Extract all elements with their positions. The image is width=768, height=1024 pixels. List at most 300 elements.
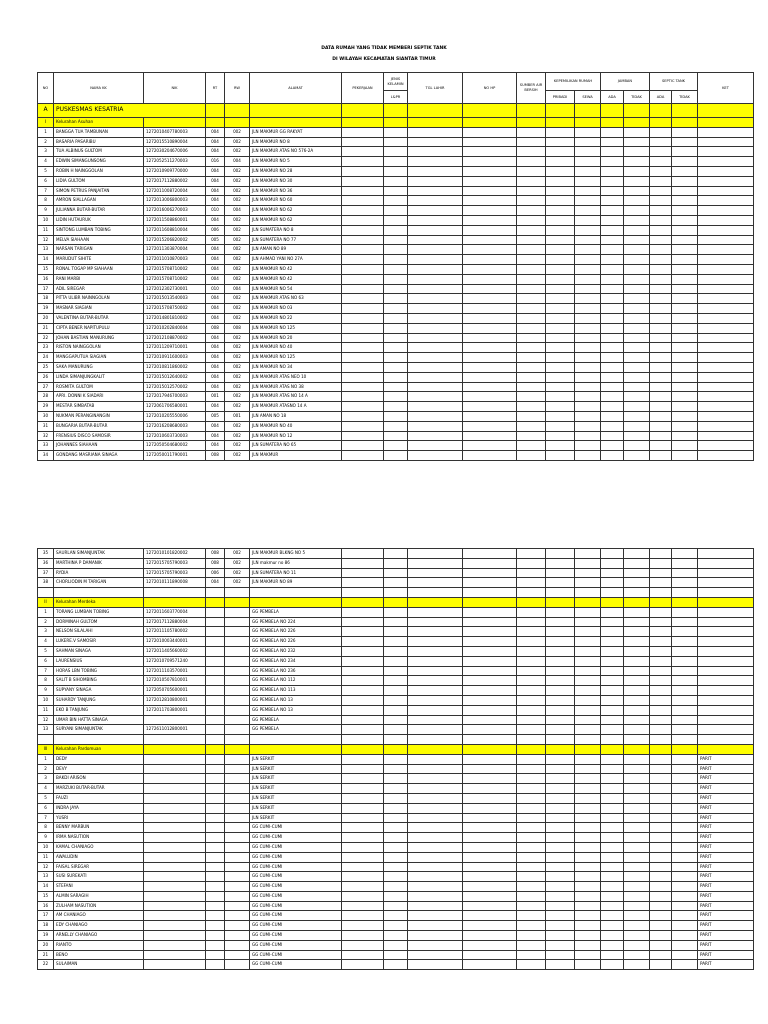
- row-number: 12: [38, 235, 54, 245]
- empty-cell: [650, 646, 672, 656]
- row-name: SAHMAN SINAGA: [54, 646, 144, 656]
- empty-cell: [517, 872, 546, 882]
- row-number: 12: [38, 715, 54, 725]
- empty-cell: [601, 245, 624, 255]
- row-number: 10: [38, 842, 54, 852]
- empty-cell: [463, 157, 517, 167]
- empty-cell: [225, 950, 250, 960]
- row-rw: 002: [225, 264, 250, 274]
- empty-cell: [225, 793, 250, 803]
- empty-cell: [517, 441, 546, 451]
- empty-cell: [672, 166, 698, 176]
- empty-cell: [546, 823, 575, 833]
- empty-cell: [650, 304, 672, 314]
- row-number: 2: [38, 137, 54, 147]
- empty-cell: [624, 284, 650, 294]
- table-row: [38, 137, 754, 147]
- row-rw: 002: [225, 245, 250, 255]
- empty-cell: [408, 744, 463, 754]
- table-row: [38, 147, 754, 157]
- empty-cell: [342, 764, 384, 774]
- empty-cell: [408, 725, 463, 735]
- row-number: 8: [38, 196, 54, 206]
- empty-cell: [517, 157, 546, 167]
- empty-cell: [601, 147, 624, 157]
- empty-cell: [384, 206, 408, 216]
- empty-cell: [624, 676, 650, 686]
- table-row: [38, 304, 754, 314]
- empty-cell: [601, 617, 624, 627]
- row-rw: 002: [225, 274, 250, 284]
- empty-cell: [650, 862, 672, 872]
- row-address: JLN SERKIT: [250, 764, 342, 774]
- row-address: JLN SERKIT: [250, 803, 342, 813]
- empty-cell: [546, 264, 575, 274]
- empty-cell: [546, 862, 575, 872]
- row-address: JLN SERKIT: [250, 774, 342, 784]
- empty-cell: [698, 166, 754, 176]
- empty-cell: [601, 872, 624, 882]
- empty-cell: [624, 392, 650, 402]
- empty-cell: [546, 558, 575, 568]
- row-name: NARSAN TARIGAN: [54, 245, 144, 255]
- empty-cell: [463, 431, 517, 441]
- empty-cell: [650, 421, 672, 431]
- row-ket: PARIT: [698, 931, 754, 941]
- row-address: JLN MAKMUR NO 03: [250, 304, 342, 314]
- row-number: 10: [38, 215, 54, 225]
- empty-cell: [517, 627, 546, 637]
- empty-cell: [517, 921, 546, 931]
- empty-cell: [517, 431, 546, 441]
- row-nik: 1272011209710001: [144, 343, 206, 353]
- empty-cell: [206, 774, 225, 784]
- row-address: JLN MAKMUR NO 42: [250, 264, 342, 274]
- empty-cell: [650, 676, 672, 686]
- empty-cell: [384, 451, 408, 461]
- empty-cell: [601, 842, 624, 852]
- empty-cell: [463, 284, 517, 294]
- empty-cell: [546, 343, 575, 353]
- empty-cell: [517, 911, 546, 921]
- row-nik: 1272010111890008: [144, 578, 206, 588]
- empty-cell: [342, 666, 384, 676]
- empty-cell: [650, 441, 672, 451]
- empty-cell: [517, 549, 546, 559]
- empty-cell: [517, 588, 546, 598]
- empty-cell: [206, 735, 225, 745]
- empty-cell: [650, 754, 672, 764]
- row-address: JLN MAKMUR GG RAKYAT: [250, 127, 342, 137]
- empty-cell: [206, 882, 225, 892]
- empty-cell: [624, 793, 650, 803]
- empty-cell: [517, 343, 546, 353]
- empty-cell: [517, 333, 546, 343]
- empty-cell: [408, 245, 463, 255]
- empty-cell: [342, 803, 384, 813]
- empty-cell: [698, 715, 754, 725]
- empty-cell: [575, 411, 601, 421]
- empty-cell: [546, 901, 575, 911]
- table-row: [38, 931, 754, 941]
- table-row: [38, 627, 754, 637]
- empty-cell: [624, 921, 650, 931]
- empty-cell: [384, 862, 408, 872]
- empty-cell: [463, 842, 517, 852]
- empty-cell: [650, 911, 672, 921]
- row-address: JLN MAKMUR NO 28: [250, 166, 342, 176]
- empty-cell: [384, 764, 408, 774]
- empty-cell: [624, 715, 650, 725]
- table-row: [38, 813, 754, 823]
- row-number: 7: [38, 813, 54, 823]
- empty-cell: [206, 921, 225, 931]
- empty-cell: [672, 666, 698, 676]
- row-rt: 004: [206, 362, 225, 372]
- empty-cell: [342, 255, 384, 265]
- empty-cell: [546, 754, 575, 764]
- empty-cell: [672, 196, 698, 206]
- empty-cell: [624, 137, 650, 147]
- empty-cell: [384, 646, 408, 656]
- empty-cell: [546, 882, 575, 892]
- empty-cell: [601, 127, 624, 137]
- header-sewa: SEWA: [575, 91, 601, 104]
- empty-cell: [575, 774, 601, 784]
- row-number: 30: [38, 411, 54, 421]
- empty-cell: [517, 392, 546, 402]
- row-name: NUKMAN PERANGINANGIN: [54, 411, 144, 421]
- empty-cell: [463, 558, 517, 568]
- row-name: DEVY: [54, 764, 144, 774]
- empty-cell: [517, 774, 546, 784]
- empty-cell: [601, 774, 624, 784]
- empty-cell: [575, 617, 601, 627]
- empty-cell: [546, 940, 575, 950]
- empty-cell: [408, 842, 463, 852]
- empty-cell: [517, 578, 546, 588]
- empty-cell: [546, 137, 575, 147]
- empty-cell: [672, 931, 698, 941]
- empty-cell: [650, 215, 672, 225]
- empty-cell: [463, 215, 517, 225]
- empty-cell: [672, 176, 698, 186]
- empty-cell: [546, 451, 575, 461]
- table-row: [38, 842, 754, 852]
- subsection-name: Kelurahan Asuhan: [54, 118, 144, 128]
- row-rt: [206, 607, 225, 617]
- row-name: JULIANNA BUTAR-BUTAR: [54, 206, 144, 216]
- row-number: 11: [38, 852, 54, 862]
- empty-cell: [672, 764, 698, 774]
- empty-cell: [408, 127, 463, 137]
- row-number: 1: [38, 607, 54, 617]
- row-nik: 1272030204670006: [144, 147, 206, 157]
- row-address: GG PEMBELA NO 13: [250, 705, 342, 715]
- empty-cell: [601, 862, 624, 872]
- row-name: RANI MARBI: [54, 274, 144, 284]
- empty-cell: [672, 803, 698, 813]
- empty-cell: [650, 607, 672, 617]
- empty-cell: [342, 784, 384, 794]
- empty-cell: [650, 784, 672, 794]
- row-number: 12: [38, 862, 54, 872]
- table-row: [38, 833, 754, 843]
- empty-cell: [384, 911, 408, 921]
- empty-cell: [546, 725, 575, 735]
- empty-cell: [342, 793, 384, 803]
- empty-cell: [384, 274, 408, 284]
- empty-cell: [408, 588, 463, 598]
- empty-cell: [408, 793, 463, 803]
- row-rt: [206, 695, 225, 705]
- empty-cell: [225, 852, 250, 862]
- row-rw: 002: [225, 353, 250, 363]
- row-ket: PARIT: [698, 950, 754, 960]
- row-rw: 002: [225, 235, 250, 245]
- empty-cell: [601, 754, 624, 764]
- row-number: 18: [38, 294, 54, 304]
- empty-cell: [342, 147, 384, 157]
- row-name: AM CHANIAGO: [54, 911, 144, 921]
- empty-cell: [624, 617, 650, 627]
- empty-cell: [517, 147, 546, 157]
- empty-cell: [546, 637, 575, 647]
- empty-cell: [672, 137, 698, 147]
- row-number: 17: [38, 911, 54, 921]
- empty-cell: [144, 852, 206, 862]
- empty-cell: [650, 186, 672, 196]
- empty-cell: [408, 607, 463, 617]
- empty-cell: [463, 343, 517, 353]
- empty-cell: [546, 323, 575, 333]
- empty-cell: [517, 735, 546, 745]
- empty-cell: [698, 245, 754, 255]
- empty-cell: [575, 343, 601, 353]
- empty-cell: [624, 646, 650, 656]
- empty-cell: [698, 735, 754, 745]
- empty-cell: [463, 882, 517, 892]
- empty-cell: [546, 656, 575, 666]
- row-rw: 002: [225, 294, 250, 304]
- empty-cell: [463, 921, 517, 931]
- empty-cell: [517, 862, 546, 872]
- empty-cell: [672, 294, 698, 304]
- empty-cell: [517, 950, 546, 960]
- row-rt: 004: [206, 431, 225, 441]
- empty-cell: [601, 235, 624, 245]
- empty-cell: [144, 931, 206, 941]
- empty-cell: [408, 402, 463, 412]
- empty-cell: [601, 353, 624, 363]
- empty-cell: [698, 451, 754, 461]
- empty-cell: [650, 343, 672, 353]
- row-rt: [206, 617, 225, 627]
- row-address: GG CUMI-CUMI: [250, 852, 342, 862]
- empty-cell: [601, 950, 624, 960]
- table-row: [38, 725, 754, 735]
- empty-cell: [672, 568, 698, 578]
- table-row: [38, 186, 754, 196]
- empty-cell: [408, 666, 463, 676]
- empty-cell: [342, 617, 384, 627]
- empty-cell: [698, 549, 754, 559]
- empty-cell: [408, 921, 463, 931]
- row-nik: 1272017112880002: [144, 176, 206, 186]
- empty-cell: [650, 774, 672, 784]
- empty-cell: [575, 784, 601, 794]
- empty-cell: [672, 813, 698, 823]
- table-row: [38, 891, 754, 901]
- empty-cell: [698, 607, 754, 617]
- row-rw: [225, 627, 250, 637]
- empty-cell: [601, 646, 624, 656]
- empty-cell: [342, 421, 384, 431]
- empty-cell: [408, 784, 463, 794]
- empty-cell: [546, 588, 575, 598]
- empty-cell: [463, 764, 517, 774]
- empty-cell: [517, 852, 546, 862]
- empty-cell: [601, 852, 624, 862]
- empty-cell: [624, 686, 650, 696]
- row-name: IRMA NASUTION: [54, 833, 144, 843]
- empty-cell: [624, 568, 650, 578]
- empty-cell: [546, 196, 575, 206]
- empty-cell: [546, 666, 575, 676]
- empty-cell: [408, 686, 463, 696]
- empty-cell: [517, 725, 546, 735]
- row-ket: PARIT: [698, 872, 754, 882]
- empty-cell: [342, 186, 384, 196]
- empty-cell: [463, 940, 517, 950]
- empty-cell: [342, 372, 384, 382]
- empty-cell: [672, 607, 698, 617]
- empty-cell: [672, 911, 698, 921]
- empty-cell: [650, 255, 672, 265]
- row-name: JOHAN BASTIAN MANURUNG: [54, 333, 144, 343]
- empty-cell: [408, 764, 463, 774]
- table-row: [38, 372, 754, 382]
- empty-cell: [342, 715, 384, 725]
- table-row: [38, 441, 754, 451]
- empty-cell: [575, 686, 601, 696]
- empty-cell: [206, 931, 225, 941]
- empty-cell: [517, 294, 546, 304]
- empty-cell: [206, 803, 225, 813]
- row-rw: [225, 617, 250, 627]
- empty-cell: [342, 607, 384, 617]
- empty-cell: [624, 225, 650, 235]
- septic-table-page-2: [37, 548, 754, 970]
- empty-cell: [225, 774, 250, 784]
- empty-cell: [384, 686, 408, 696]
- empty-cell: [698, 294, 754, 304]
- row-rt: 004: [206, 441, 225, 451]
- empty-cell: [672, 627, 698, 637]
- empty-cell: [408, 852, 463, 862]
- empty-cell: [698, 558, 754, 568]
- empty-cell: [408, 304, 463, 314]
- row-rt: 004: [206, 343, 225, 353]
- row-name: FAUZI: [54, 793, 144, 803]
- empty-cell: [206, 823, 225, 833]
- empty-cell: [517, 754, 546, 764]
- empty-cell: [517, 245, 546, 255]
- row-number: 31: [38, 421, 54, 431]
- empty-cell: [463, 862, 517, 872]
- row-number: 28: [38, 392, 54, 402]
- empty-cell: [650, 872, 672, 882]
- empty-cell: [575, 225, 601, 235]
- empty-cell: [650, 166, 672, 176]
- empty-cell: [575, 451, 601, 461]
- row-address: JLN MAKMUR: [250, 451, 342, 461]
- empty-cell: [698, 588, 754, 598]
- row-nik: 1272011105780002: [144, 627, 206, 637]
- empty-cell: [342, 431, 384, 441]
- row-rw: 002: [225, 176, 250, 186]
- empty-cell: [601, 304, 624, 314]
- empty-cell: [225, 872, 250, 882]
- empty-cell: [144, 872, 206, 882]
- row-address: JLN SERKIT: [250, 793, 342, 803]
- empty-cell: [575, 852, 601, 862]
- row-number: 23: [38, 343, 54, 353]
- row-rt: [206, 666, 225, 676]
- empty-cell: [624, 901, 650, 911]
- empty-cell: [517, 891, 546, 901]
- empty-cell: [672, 235, 698, 245]
- empty-cell: [546, 646, 575, 656]
- empty-cell: [342, 588, 384, 598]
- empty-cell: [650, 950, 672, 960]
- empty-cell: [463, 304, 517, 314]
- empty-cell: [601, 744, 624, 754]
- empty-cell: [601, 343, 624, 353]
- row-ket: PARIT: [698, 901, 754, 911]
- empty-cell: [575, 627, 601, 637]
- empty-cell: [144, 735, 206, 745]
- empty-cell: [650, 793, 672, 803]
- row-ket: PARIT: [698, 891, 754, 901]
- empty-cell: [650, 284, 672, 294]
- empty-cell: [463, 578, 517, 588]
- empty-cell: [698, 196, 754, 206]
- row-address: JLN SUMATERA NO 11: [250, 568, 342, 578]
- empty-cell: [517, 842, 546, 852]
- row-nik: 1272010202840004: [144, 323, 206, 333]
- empty-cell: [601, 392, 624, 402]
- row-address: JLN MAKMUR NO 8: [250, 137, 342, 147]
- empty-cell: [650, 842, 672, 852]
- empty-cell: [575, 264, 601, 274]
- empty-cell: [408, 372, 463, 382]
- empty-cell: [624, 372, 650, 382]
- empty-cell: [546, 294, 575, 304]
- empty-cell: [408, 441, 463, 451]
- empty-cell: [575, 676, 601, 686]
- row-nik: 1272017946700003: [144, 392, 206, 402]
- row-address: JLN AMAN NO 18: [250, 411, 342, 421]
- row-rt: 004: [206, 176, 225, 186]
- row-name: EKO B TANJUNG: [54, 705, 144, 715]
- empty-cell: [517, 764, 546, 774]
- empty-cell: [225, 911, 250, 921]
- row-number: 33: [38, 441, 54, 451]
- header-sumber-air: SUMBER AIR BERSIH: [517, 73, 546, 104]
- empty-cell: [206, 872, 225, 882]
- empty-cell: [601, 362, 624, 372]
